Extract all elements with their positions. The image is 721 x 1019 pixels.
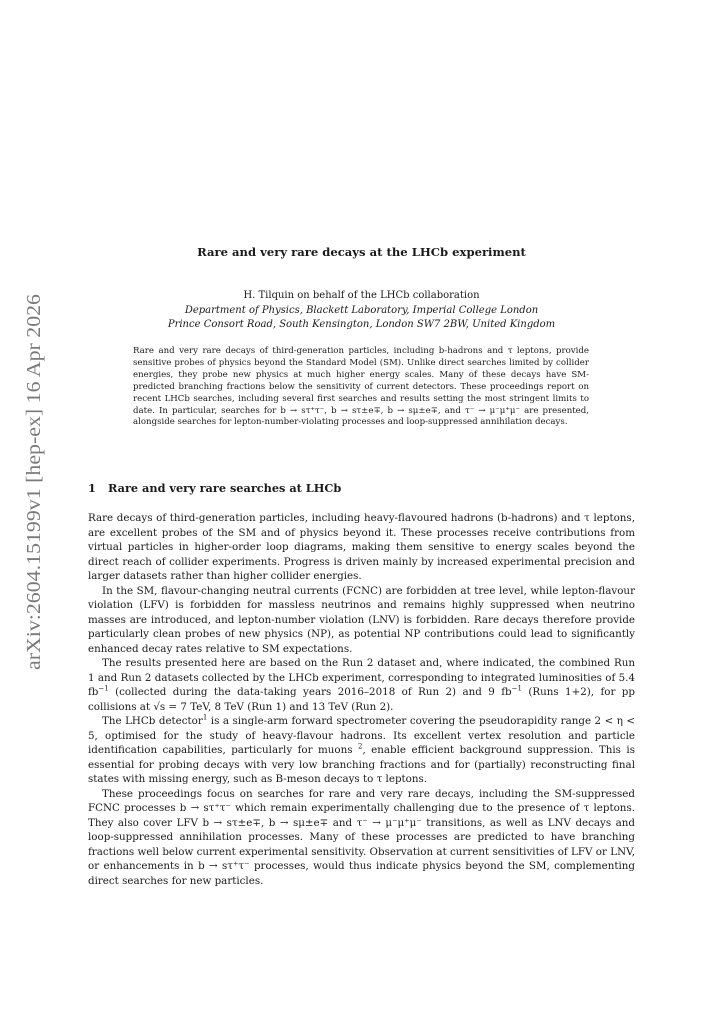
affiliation-line-2: Prince Consort Road, South Kensington, London SW7 2BW, United Kingdom — [167, 319, 556, 330]
abstract-separator-1: , — [324, 405, 332, 416]
paragraph-2: In the SM, flavour-changing neutral currents (FCNC) are forbidden at tree level, while lepton-flavour violation (LFV) is forbidden for massless neutrinos and remains highly suppressed when neutrino masses are introduced, and lepton-number violation (LNV) is forbidden. Rare decays therefore provide particularly clean probes of new physics (NP), as potential NP contributions could lead to significantly enhanced decay rates relative to SM expectations. — [88, 584, 635, 655]
paragraph-4 — [88, 714, 635, 787]
paragraph-5-text-a: These proceedings focus on searches for rare and very rare decays, including the SM-suppressed FCNC processes — [88, 787, 635, 814]
author-name: H. Tilquin on behalf of the LHCb collaboration — [243, 290, 480, 301]
abstract-equation-3: b → sμ±e∓ — [387, 405, 438, 416]
paragraph-5-equation-2: b → sτ±e∓ — [202, 816, 261, 829]
citation-ref-1: 1 — [202, 713, 208, 722]
paragraph-5-text-b: which remain experimentally challenging due to the presence of τ leptons. They also cover LFV — [88, 802, 635, 829]
abstract — [133, 346, 589, 429]
paragraph-4-text-b: is a single-arm forward spectrometer covering the pseudorapidity range 2 < η < 5, optimised for the study of heavy-flavour hadrons. Its excellent vertex resolution and particle identification capabilities, particularly for muons — [88, 715, 635, 756]
paragraph-3-superscript-2: −1 — [511, 684, 522, 693]
paragraph-5-equation-5: b → sτ⁺τ⁻ — [198, 860, 250, 872]
paragraph-3-superscript-1: −1 — [98, 684, 109, 693]
paragraph-5-equation-4: τ⁻ → μ⁻μ⁺μ⁻ — [356, 816, 422, 829]
citation-ref-2: 2 — [357, 742, 363, 751]
paper-title: Rare and very rare decays at the LHCb experiment — [197, 245, 526, 259]
affiliation-line-1: Department of Physics, Blackett Laboratory, Imperial College London — [184, 304, 539, 316]
paragraph-5-text-d: processes, would thus indicate physics beyond the SM, complementing direct searches for new particles. — [88, 860, 636, 887]
abstract-text-1: Rare and very rare decays of third-generation particles, including b-hadrons and τ leptons, provide sensitive probes of physics beyond the Standard Model (SM). Unlike direct searches limited by collider energies, they probe new physics at much higher energy scales. Many of these decays have SM-predicted branching fractions below the sensitivity of current detectors. These proceedings report on recent LHCb searches, including several first searches and results setting the most stringent limits to date. In particular, searches for — [133, 346, 589, 416]
abstract-equation-4: τ⁻ → μ⁻μ⁺μ⁻ — [464, 405, 520, 416]
abstract-separator-3: , and — [437, 405, 465, 416]
paragraph-5-equation-1: b → sτ⁺τ⁻ — [179, 802, 231, 814]
paragraph-5 — [88, 787, 635, 889]
paragraph-4-text-c: , enable efficient background suppression. This is essential for probing decays with very low branching fractions and for (partially) reconstructing final states with missing energy, such as B-meson decays to τ leptons. — [88, 744, 635, 785]
paragraph-5-text-c: transitions, as well as LNV decays and loop-suppressed annihilation processes. Many of these processes are predicted to have branching fractions well below current experimental sensitivity. Observation at current sensitivities of LFV or LNV, or enhancements in — [88, 816, 635, 872]
paragraph-1: Rare decays of third-generation particles, including heavy-flavoured hadrons (b-hadrons) and τ leptons, are excellent probes of the SM and of physics beyond it. These processes receive contributions from virtual particles in higher-order loop diagrams, making them sensitive to energy scales beyond the direct reach of collider experiments. Progress is driven mainly by increased experimental precision and larger datasets rather than higher collider energies. — [88, 512, 635, 582]
paragraph-3-text-b: (collected during the data-taking years 2016–2018 of Run 2) and 9 fb — [108, 686, 512, 698]
abstract-equation-2: b → sτ±e∓ — [331, 405, 381, 416]
section-body — [88, 511, 635, 888]
paragraph-5-equation-3: b → sμ±e∓ — [268, 816, 329, 829]
paragraph-3-text-a: The results presented here are based on the Run 2 dataset and, where indicated, the combined Run 1 and Run 2 datasets collected by the LHCb experiment, corresponding to integrated luminosities of 5.4 fb — [88, 657, 635, 698]
paragraph-3 — [88, 656, 635, 714]
section-number: 1 — [88, 481, 96, 495]
author-block — [88, 289, 635, 333]
arxiv-identifier — [22, 292, 46, 672]
paragraph-5-separator-2: and — [328, 816, 357, 829]
abstract-separator-2: , — [380, 405, 388, 416]
arxiv-identifier-text: arXiv:2604.15199v1 [hep-ex] 16 Apr 2026 — [24, 334, 45, 670]
abstract-equation-1: b → sτ⁺τ⁻ — [280, 405, 325, 416]
section-heading — [88, 481, 341, 495]
paragraph-5-separator-1: , — [261, 816, 269, 829]
abstract-text-2: are presented, alongside searches for lepton-number-violating processes and loop-suppressed annihilation decays. — [133, 405, 590, 428]
paragraph-4-text-a: The LHCb detector — [102, 715, 203, 727]
section-title: Rare and very rare searches at LHCb — [108, 481, 342, 495]
paragraph-3-text-c: (Runs 1+2), for pp collisions at √s = 7 TeV, 8 TeV (Run 1) and 13 TeV (Run 2). — [88, 686, 635, 713]
